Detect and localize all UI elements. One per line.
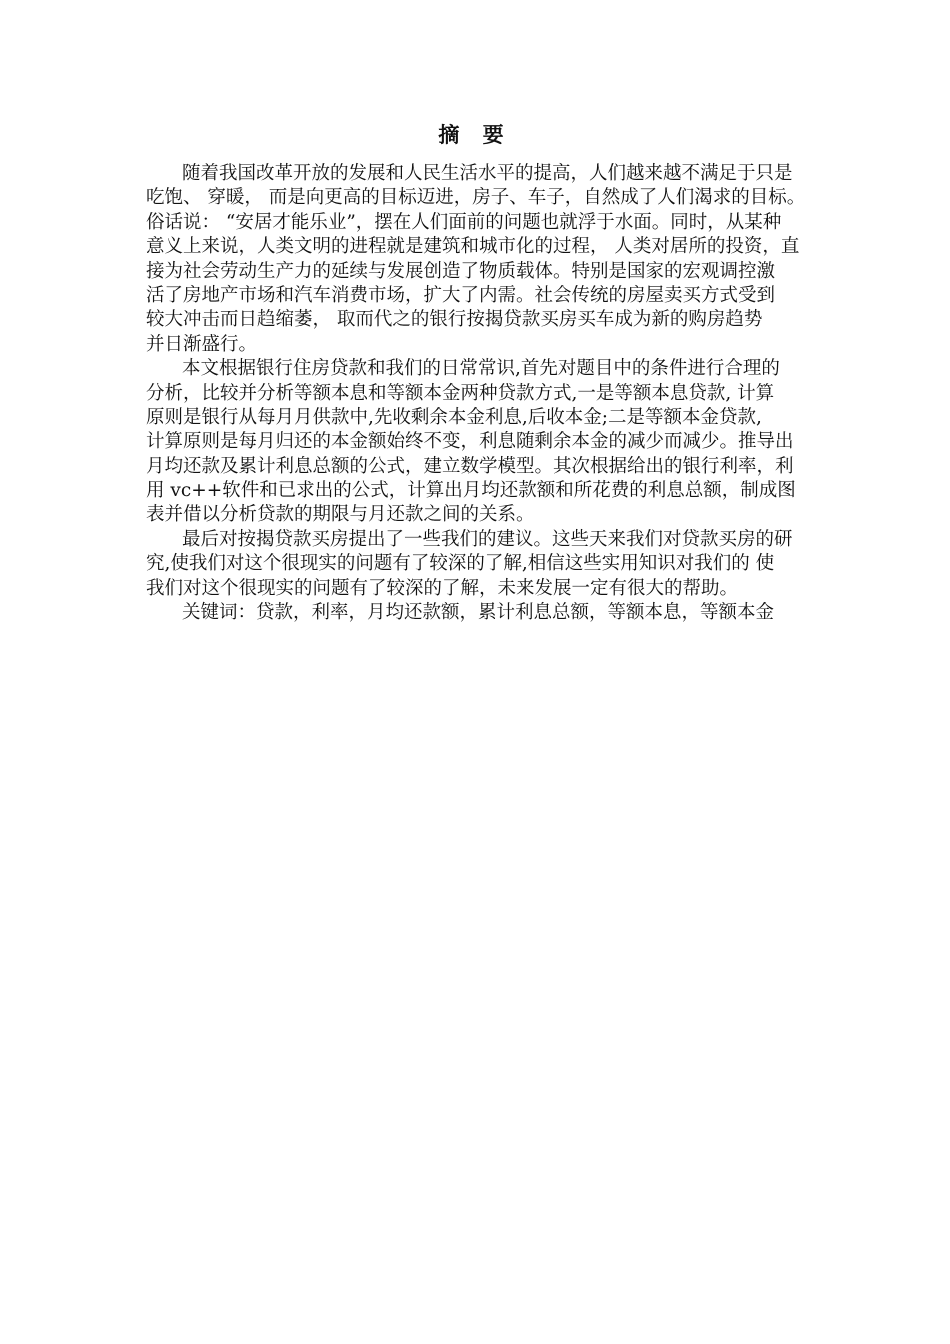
text-line: 意义上来说，人类文明的进程就是建筑和城市化的过程， 人类对居所的投资，直	[146, 236, 800, 258]
text-line: 俗话说： “安居才能乐业”，摆在人们面前的问题也就浮于水面。同时，从某种	[146, 211, 782, 233]
text-line: 并日渐盛行。	[146, 333, 258, 355]
abstract-body	[146, 162, 812, 625]
abstract-title: 摘 要	[438, 123, 512, 147]
text-line: 我们对这个很现实的问题有了较深的了解，未来发展一定有很大的帮助。	[146, 577, 739, 599]
text-line: 月均还款及累计利息总额的公式，建立数学模型。其次根据给出的银行利率，利	[146, 455, 794, 477]
text-line: 分析，比较并分析等额本息和等额本金两种贷款方式,一是等额本息贷款, 计算	[146, 382, 775, 404]
text-line: 最后对按揭贷款买房提出了一些我们的建议。这些天来我们对贷款买房的研	[182, 528, 793, 550]
text-line: 原则是银行从每月月供款中,先收剩余本金利息,后收本金;二是等额本金贷款,	[146, 406, 762, 428]
text-line: 随着我国改革开放的发展和人民生活水平的提高，人们越来越不满足于只是	[182, 163, 793, 184]
text-line: 表并借以分析贷款的期限与月还款之间的关系。	[146, 504, 535, 526]
text-line: 究,使我们对这个很现实的问题有了较深的了解,相信这些实用知识对我们的 使	[146, 553, 775, 575]
keywords-line: 关键词：贷款，利率，月均还款额，累计利息总额，等额本息，等额本金	[182, 602, 775, 624]
text-line: 用 vc++软件和已求出的公式，计算出月均还款额和所花费的利息总额，制成图	[146, 480, 796, 502]
text-line: 活了房地产市场和汽车消费市场，扩大了内需。社会传统的房屋卖买方式受到	[146, 284, 776, 306]
text-line: 较大冲击而日趋缩萎， 取而代之的银行按揭贷款买房买车成为新的购房趋势	[146, 309, 763, 331]
text-line: 本文根据银行住房贷款和我们的日常常识,首先对题目中的条件进行合理的	[182, 358, 780, 380]
text-line: 接为社会劳动生产力的延续与发展创造了物质载体。特别是国家的宏观调控激	[146, 260, 776, 282]
text-line: 吃饱、 穿暖， 而是向更高的目标迈进，房子、车子，自然成了人们渴求的目标。	[146, 187, 806, 209]
text-line: 计算原则是每月归还的本金额始终不变，利息随剩余本金的减少而减少。推导出	[146, 431, 794, 453]
